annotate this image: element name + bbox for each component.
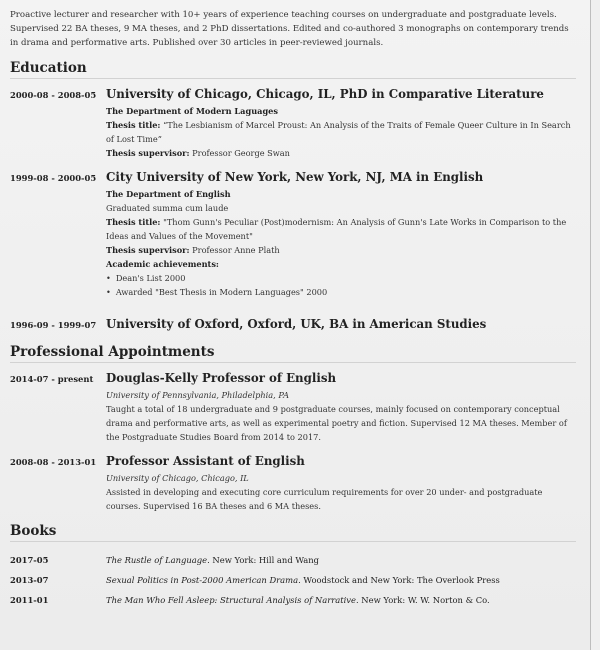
entry-date: 2008-08 - 2013-01 xyxy=(10,457,97,467)
department: The Department of English xyxy=(106,189,231,199)
book-publisher: New York: W. W. Norton & Co. xyxy=(358,595,490,605)
education-entry xyxy=(10,87,576,160)
entry-title: University of Chicago, Chicago, IL, PhD in Comparative Literature xyxy=(106,87,544,101)
entry-title: City University of New York, New York, NJ, MA in English xyxy=(106,170,484,184)
education-entry xyxy=(10,317,576,334)
book-entry xyxy=(10,590,576,610)
appointment-entry xyxy=(10,454,576,513)
entry-title: Douglas-Kelly Professor of English xyxy=(106,371,337,385)
book-title: Sexual Politics in Post-2000 American Drama. xyxy=(106,575,301,585)
book-publisher: Woodstock and New York: The Overlook Press xyxy=(300,575,500,585)
thesis-supervisor: Thesis supervisor: Professor Anne Plath xyxy=(106,245,280,255)
entry-title: University of Oxford, Oxford, UK, BA in American Studies xyxy=(106,317,487,331)
book-entry xyxy=(10,570,576,590)
achievement-item: • Awarded "Best Thesis in Modern Languages" 2000 xyxy=(106,285,576,299)
institution: University of Chicago, Chicago, IL xyxy=(106,473,249,483)
thesis-title: Thesis title: “The Lesbianism of Marcel Proust: An Analysis of the Traits of Female Queer Culture in In Search of Lost Time” xyxy=(106,120,571,144)
book-entry xyxy=(10,550,576,570)
books-heading: Books xyxy=(10,523,576,542)
education-heading: Education xyxy=(10,60,576,79)
entry-date: 1999-08 - 2000-05 xyxy=(10,173,97,183)
institution: University of Pennsylvania, Philadelphia, PA xyxy=(106,390,290,400)
entry-date: 2014-07 - present xyxy=(10,374,94,384)
book-title: The Man Who Fell Asleep: Structural Analysis of Narrative. xyxy=(106,595,359,605)
thesis-title: Thesis title: "Thom Gunn's Peculiar (Post)modernism: An Analysis of Gunn's Late Works in Comparison to the Ideas and Values of the Movement" xyxy=(106,217,567,241)
entry-date: 1996-09 - 1999-07 xyxy=(10,320,97,330)
description: Taught a total of 18 undergraduate and 9 postgraduate courses, mainly focused on contemporary conceptual drama and performative arts, as well as experimental poetry and fiction. Supervised 12 MA theses. Member of the Postgraduate Studies Board from 2014 to 2017. xyxy=(106,404,567,442)
achievements-list xyxy=(106,271,576,299)
book-date: 2013-07 xyxy=(10,575,49,585)
department: The Department of Modern Laguages xyxy=(106,106,278,116)
education-entry xyxy=(10,170,576,299)
book-title: The Rustle of Language. xyxy=(106,555,210,565)
book-date: 2017-05 xyxy=(10,555,49,565)
description: Assisted in developing and executing core curriculum requirements for over 20 under- and postgraduate courses. Supervised 16 BA theses and 6 MA theses. xyxy=(106,487,543,511)
appointments-heading: Professional Appointments xyxy=(10,344,576,363)
thesis-supervisor: Thesis supervisor: Professor George Swan xyxy=(106,148,290,158)
achievements-label: Academic achievements: xyxy=(106,259,219,269)
book-publisher: New York: Hill and Wang xyxy=(209,555,319,565)
entry-title: Professor Assistant of English xyxy=(106,454,305,468)
achievement-item: • Dean's List 2000 xyxy=(106,271,576,285)
entry-date: 2000-08 - 2008-05 xyxy=(10,90,97,100)
book-date: 2011-01 xyxy=(10,595,49,605)
profile-summary: Proactive lecturer and researcher with 10+ years of experience teaching courses on undergraduate and postgraduate levels. Supervised 22 BA theses, 9 MA theses, and 2 PhD dissertations. Edited and co-authored 3 monographs on contemporary trends in drama and performative arts. Published over 30 articles in peer-reviewed journals. xyxy=(10,10,569,48)
appointment-entry xyxy=(10,371,576,444)
honors-note: Graduated summa cum laude xyxy=(106,203,229,213)
